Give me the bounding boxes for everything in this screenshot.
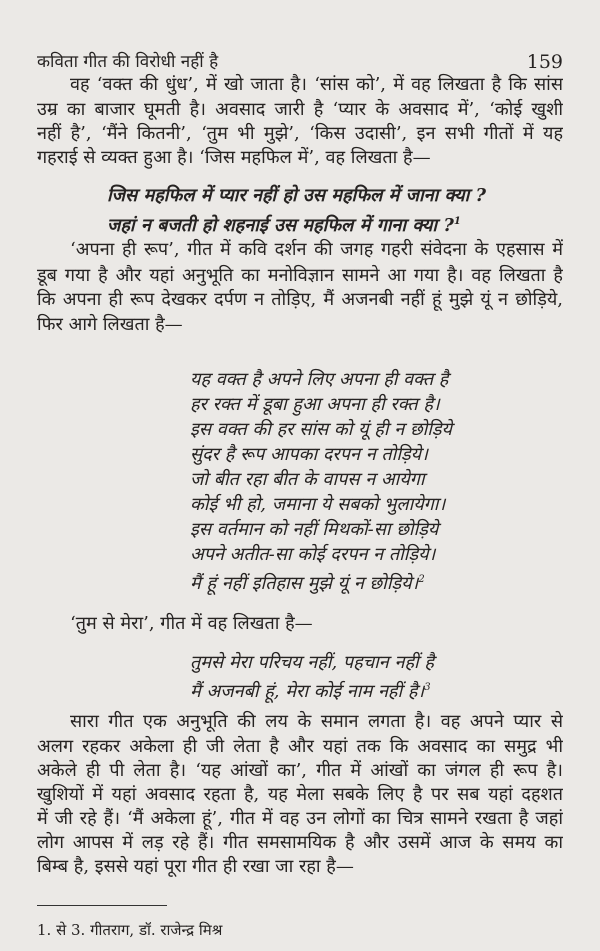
footnote-ref: 1 (453, 216, 461, 227)
poem-text: मैं अजनबी हूं, मेरा कोई नाम नहीं है। (190, 681, 425, 702)
running-title: कविता गीत की विरोधी नहीं है (37, 52, 219, 72)
text-line: गहराई से व्यक्त हुआ है। ‘जिस महफिल में’, वह लिखता है— (37, 147, 431, 168)
footnote-divider (37, 905, 167, 906)
poem-line: इस वक्त की हर सांस को यूं ही न छोड़िये (190, 419, 452, 440)
footnote: 1. से 3. गीतराग, डॉ. राजेन्द्र मिश्र (37, 921, 223, 939)
text-line: नहीं है’, ‘मैंने कितनी’, ‘तुम भी मुझे’, ‘किस उदासी’, इन सभी गीतों में यह (37, 123, 563, 144)
poem-line (190, 568, 570, 592)
text-line: वह ‘वक्त की धुंध’, में खो जाता है। ‘सांस को’, में वह लिखता है कि सांस (70, 74, 563, 95)
text-line: में जी रहे हैं। ‘मैं अकेला हूं’, गीत में वह उन लोगों का चित्र सामने रखता है जहां (37, 808, 563, 829)
text-line: खुशियों में यहां अवसाद रहता है, यह मेला सबके लिए है पर सब यहां दहशत (37, 784, 563, 805)
poem-line: इस वर्तमान को नहीं मिथकों-सा छोड़िये (190, 519, 439, 540)
text-line: कि अपना ही रूप देखकर दर्पण न तोड़िए, मैं अजनबी नहीं हूं मुझे यूं न छोड़िये, (37, 289, 563, 310)
text-line: अलग रहकर अकेला ही जी लेता है और यहां तक कि अवसाद का समुद्र भी (37, 736, 563, 757)
footnote-ref: 3 (424, 682, 431, 693)
verse-line: जिस महफिल में प्यार नहीं हो उस महफिल में जाना क्या ? (107, 185, 487, 206)
verse-line (107, 210, 567, 234)
text-line: उम्र का बाजार घूमती है। अवसाद जारी है ‘प्यार के अवसाद में’, ‘कोई खुशी (37, 99, 563, 120)
text-line: ‘अपना ही रूप’, गीत में कवि दर्शन की जगह गहरी संवेदना के एहसास में (70, 239, 563, 260)
page-number: 159 (526, 51, 563, 73)
verse-text: जहां न बजती हो शहनाई उस महफिल में गाना क्या ? (107, 215, 454, 236)
footnote-ref: 2 (418, 574, 425, 585)
intro-line: ‘तुम से मेरा’, गीत में वह लिखता है— (70, 613, 313, 634)
poem-line: कोई भी हो, जमाना ये सबको भुलायेगा। (190, 494, 446, 515)
text-line: अकेले ही पी लेता है। ‘यह आंखों का’, गीत में आंखों का जंगल ही रूप है। (37, 760, 563, 781)
poem-line: तुमसे मेरा परिचय नहीं, पहचान नहीं है (190, 652, 434, 673)
poem-line: हर रक्त में डूबा हुआ अपना ही रक्त है। (190, 394, 440, 415)
poem-line: सुंदर है रूप आपका दरपन न तोड़िये। (190, 444, 428, 465)
text-line: सारा गीत एक अनुभूति की लय के समान लगता है। वह अपने प्यार से (70, 711, 563, 732)
text-line: फिर आगे लिखता है— (37, 314, 183, 335)
poem-line: यह वक्त है अपने लिए अपना ही वक्त है (190, 369, 449, 390)
text-line: बिम्ब है, इससे यहां पूरा गीत ही रखा जा रहा है— (37, 856, 354, 877)
poem-line (190, 676, 570, 700)
poem-line: अपने अतीत-सा कोई दरपन न तोड़िये। (190, 544, 436, 565)
poem-line: जो बीत रहा बीत के वापस न आयेगा (190, 469, 425, 490)
text-line: डूब गया है और यहां अनुभूति का मनोविज्ञान सामने आ गया है। वह लिखता है (37, 265, 563, 286)
text-line: लोग आपस में लड़ रहे हैं। गीत समसामयिक है और उसमें आज के समय का (37, 832, 563, 853)
poem-text: मैं हूं नहीं इतिहास मुझे यूं न छोड़िये। (190, 573, 419, 594)
